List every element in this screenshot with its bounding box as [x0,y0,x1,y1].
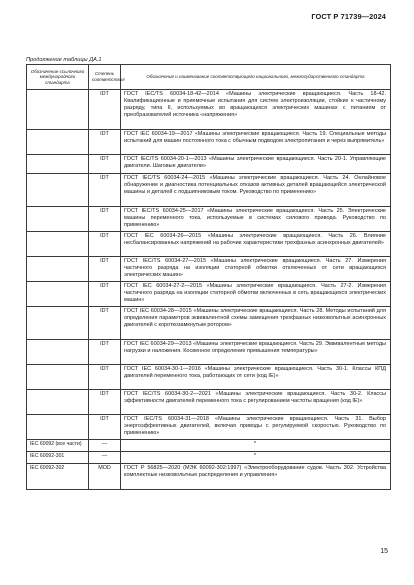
table-row [27,452,391,464]
table-row [27,232,391,257]
cell-degree: — [89,452,121,464]
cell-international-standard [27,232,89,257]
table-body [27,90,391,490]
cell-degree: IDT [89,232,121,257]
cell-international-standard: IEC 60092-302 [27,464,89,490]
cell-national-standard: ГОСТ IEC/TS 60034-24—2015 «Машины электрические вращающиеся. Часть 24. Онлайновое обнаружение и диагностика потенциальных отказов активных деталей вращающейся электрической машины и деталей с подшипниковым током. Руководство по применению» [121,174,391,207]
cell-degree: IDT [89,415,121,440]
cell-international-standard [27,390,89,415]
cell-international-standard: IEC 60092 (все части) [27,440,89,452]
cell-international-standard [27,90,89,130]
cell-degree: IDT [89,174,121,207]
cell-national-standard: ГОСТ IEC 60034-29—2013 «Машины электрические вращающиеся. Часть 29. Эквивалентные методы нагрузки и наложения. Косвенное определение превышения температуры» [121,340,391,365]
cell-national-standard: ГОСТ IEC/TS 60034-18-42—2014 «Машины электрические вращающиеся. Часть 18-42. Квалификационные и приемочные испытания для систем электроизоляции, стойких к частичному разряду, типа II, используемых во вращающихся электрических машинах с питанием от преобразователей источника «напряжения» [121,90,391,130]
table-row [27,307,391,340]
cell-international-standard [27,174,89,207]
table-row [27,340,391,365]
cell-national-standard: ГОСТ IEC 60034-26—2015 «Машины электрические вращающиеся. Часть 26. Влияние несбалансированных напряжений на рабочие характеристики трехфазных асинхронных двигателей» [121,232,391,257]
column-header-national-standard: Обозначение и наименование соответствующего национального, межгосударственного стандарта [121,65,391,90]
table-row [27,130,391,155]
table-row [27,415,391,440]
cell-national-standard: * [121,452,391,464]
cell-degree: IDT [89,257,121,282]
table-row [27,257,391,282]
cell-national-standard: ГОСТ IEC 60034-28—2015 «Машины электрические вращающиеся. Часть 28. Методы испытаний для определения параметров эквивалентной схемы замещения трехфазных низковольтных асинхронных двигателей с короткозамкнутым ротором» [121,307,391,340]
cell-degree: — [89,440,121,452]
cell-international-standard [27,307,89,340]
table-row [27,90,391,130]
cell-national-standard: ГОСТ IEC 60034-27-2—2015 «Машины электрические вращающиеся. Часть 27-2. Измерения частичного разряда на изоляции статорной обмотки включенных в сеть вращающихся электрических машин» [121,282,391,307]
document-number: ГОСТ Р 71739—2024 [311,12,386,21]
column-header-international-standard: Обозначение ссылочного международного стандарта [27,65,89,90]
cell-national-standard: * [121,440,391,452]
cell-degree: IDT [89,90,121,130]
table-row [27,440,391,452]
cell-international-standard [27,130,89,155]
table-header-row [27,65,391,90]
cell-degree: MOD [89,464,121,490]
cell-international-standard [27,207,89,232]
cell-national-standard: ГОСТ IEC/TS 60034-25—2017 «Машины электрические вращающиеся. Часть 25. Электрические машины переменного тока, используемые в системах силового привода. Руководство по применению» [121,207,391,232]
table-row [27,390,391,415]
table-row [27,464,391,490]
column-header-degree: Степень соответствия [89,65,121,90]
cell-degree: IDT [89,282,121,307]
cell-degree: IDT [89,390,121,415]
cell-international-standard [27,155,89,174]
cell-degree: IDT [89,130,121,155]
table-row [27,282,391,307]
table-row [27,174,391,207]
cell-national-standard: ГОСТ Р 56825—2020 (МЭК 60092-302:1997) «Электрооборудование судов. Часть 302. Устройства комплектные низковольтные распределения и управления» [121,464,391,490]
correspondence-table [26,64,391,490]
table-row [27,365,391,390]
cell-national-standard: ГОСТ IEC 60034-19—2017 «Машины электрические вращающиеся. Часть 19. Специальные методы испытаний для машин постоянного тока с обычным подводом электропитания и через выпрямитель» [121,130,391,155]
cell-degree: IDT [89,340,121,365]
cell-national-standard: ГОСТ IEC/TS 60034-30-2—2021 «Машины электрические вращающиеся. Часть 30-2. Классы эффективности двигателей переменного тока с регулированием частоты вращения (код IE)» [121,390,391,415]
table-continuation-caption: Продолжение таблицы ДА.1 [26,57,102,63]
cell-national-standard: ГОСТ IEC/TS 60034-27—2015 «Машины электрические вращающиеся. Часть 27. Измерения частичного разряда на изоляции статорной обмотки отключенных от сети вращающихся электрических машин» [121,257,391,282]
cell-degree: IDT [89,307,121,340]
cell-international-standard [27,365,89,390]
cell-degree: IDT [89,207,121,232]
cell-international-standard [27,257,89,282]
cell-international-standard [27,340,89,365]
table-row [27,207,391,232]
cell-national-standard: ГОСТ IEC/TS 60034-31—2018 «Машины электрические вращающиеся. Часть 31. Выбор энергоэффективных двигателей, включая приводы с регулируемой скоростью. Руководство по применению» [121,415,391,440]
cell-national-standard: ГОСТ IEC/TS 60034-20-1—2013 «Машины электрические вращающиеся. Часть 20-1. Управляющие двигатели. Шаговые двигатели» [121,155,391,174]
page-number: 15 [380,548,388,555]
cell-international-standard: IEC 60092-301 [27,452,89,464]
cell-degree: IDT [89,155,121,174]
table-row [27,155,391,174]
cell-national-standard: ГОСТ IEC 60034-30-1—2016 «Машины электрические вращающиеся. Часть 30-1. Классы КПД двигателей переменного тока, работающих от сети (код IE)» [121,365,391,390]
cell-degree: IDT [89,365,121,390]
cell-international-standard [27,282,89,307]
cell-international-standard [27,415,89,440]
